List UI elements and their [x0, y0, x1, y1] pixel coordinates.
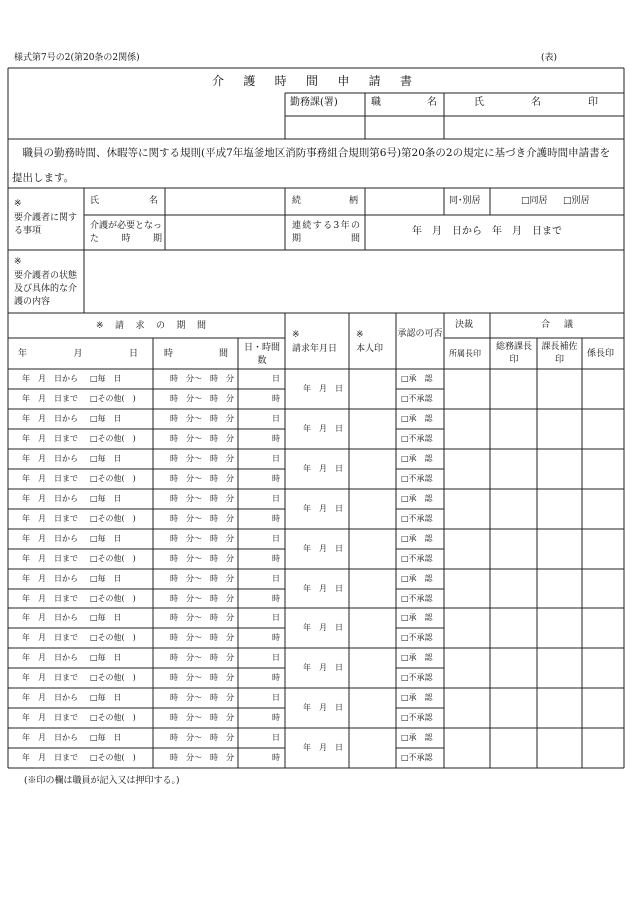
detail-field[interactable] [86, 252, 622, 311]
row-time-range[interactable]: 時 分～ 時 分 [170, 553, 234, 563]
row-time-range[interactable]: 時 分～ 時 分 [170, 533, 234, 543]
row-hours-unit: 時 [272, 433, 280, 443]
row-approve-checkbox[interactable]: □承 認 [401, 653, 433, 663]
row-days-unit: 日 [272, 453, 280, 463]
row-request-date[interactable]: 年 月 日 [303, 703, 343, 713]
row-request-date[interactable]: 年 月 日 [303, 423, 343, 433]
name-field[interactable] [446, 117, 622, 138]
period-label: 連続する3年の期間 [292, 221, 360, 244]
row-from-date[interactable]: 年 月 日から [22, 453, 78, 463]
row-approve-checkbox[interactable]: □承 認 [401, 453, 433, 463]
row-to-date[interactable]: 年 月 日まで [22, 394, 78, 403]
row-approve-checkbox[interactable]: □承 認 [401, 733, 433, 743]
row-from-date[interactable]: 年 月 日から [22, 613, 78, 623]
living-same-checkbox[interactable]: □同居 [521, 196, 548, 206]
row-hours-unit: 時 [272, 673, 280, 683]
col-decision-header: 決裁 [455, 320, 474, 330]
row-other-checkbox[interactable]: □その他( ) [90, 753, 136, 763]
row-from-date[interactable]: 年 月 日から [22, 413, 78, 423]
row-every-day-checkbox[interactable]: □毎 日 [90, 374, 122, 383]
col-consult-1: 総務課長印 [495, 342, 532, 365]
row-reject-checkbox[interactable]: □不承認 [401, 713, 433, 723]
row-other-checkbox[interactable]: □その他( ) [90, 713, 136, 723]
detail-mark: ※ [14, 257, 22, 267]
row-from-date[interactable]: 年 月 日から [22, 374, 78, 383]
row-days-unit: 日 [272, 533, 280, 543]
col-consult-header: 合 議 [541, 320, 573, 330]
col-time-header: 時 間 [164, 349, 228, 359]
position-label: 職 名 [371, 97, 437, 108]
row-other-checkbox[interactable]: □その他( ) [90, 473, 136, 483]
row-request-date[interactable]: 年 月 日 [303, 663, 343, 673]
row-reject-checkbox[interactable]: □不承認 [401, 673, 433, 683]
row-other-checkbox[interactable]: □その他( ) [90, 394, 136, 403]
row-hours-unit: 時 [272, 473, 280, 483]
row-other-checkbox[interactable]: □その他( ) [90, 673, 136, 683]
col-days-hours-header: 日・時間数 [243, 343, 280, 366]
row-time-range[interactable]: 時 分～ 時 分 [170, 473, 234, 483]
living-separate-checkbox[interactable]: □別居 [563, 196, 590, 206]
col-date-header: 年 月 日 [18, 349, 138, 359]
row-approve-checkbox[interactable]: □承 認 [401, 693, 433, 703]
row-to-date[interactable]: 年 月 日まで [22, 753, 78, 763]
row-time-range[interactable]: 時 分～ 時 分 [170, 693, 234, 703]
row-other-checkbox[interactable]: □その他( ) [90, 433, 136, 443]
row-reject-checkbox[interactable]: □不承認 [401, 593, 433, 603]
row-time-range[interactable]: 時 分～ 時 分 [170, 433, 234, 443]
row-time-range[interactable]: 時 分～ 時 分 [170, 733, 234, 743]
row-approve-checkbox[interactable]: □承 認 [401, 573, 433, 583]
row-time-range[interactable]: 時 分～ 時 分 [170, 613, 234, 623]
row-request-date[interactable]: 年 月 日 [303, 583, 343, 593]
row-days-unit: 日 [272, 733, 280, 743]
row-time-range[interactable]: 時 分～ 時 分 [170, 493, 234, 503]
row-to-date[interactable]: 年 月 日まで [22, 673, 78, 683]
row-time-range[interactable]: 時 分～ 時 分 [170, 374, 234, 383]
row-time-range[interactable]: 時 分～ 時 分 [170, 413, 234, 423]
row-hours-unit: 時 [272, 593, 280, 603]
row-from-date[interactable]: 年 月 日から [22, 573, 78, 583]
row-every-day-checkbox[interactable]: □毎 日 [90, 413, 122, 423]
row-to-date[interactable]: 年 月 日まで [22, 713, 78, 723]
relation-field[interactable] [367, 190, 442, 213]
dept-field[interactable] [287, 117, 363, 138]
row-reject-checkbox[interactable]: □不承認 [401, 553, 433, 563]
row-to-date[interactable]: 年 月 日まで [22, 433, 78, 443]
row-time-range[interactable]: 時 分～ 時 分 [170, 653, 234, 663]
row-from-date[interactable]: 年 月 日から [22, 693, 78, 703]
row-request-date[interactable]: 年 月 日 [303, 623, 343, 633]
row-request-date[interactable]: 年 月 日 [303, 543, 343, 553]
row-every-day-checkbox[interactable]: □毎 日 [90, 693, 122, 703]
row-reject-checkbox[interactable]: □不承認 [401, 513, 433, 523]
row-other-checkbox[interactable]: □その他( ) [90, 633, 136, 643]
living-label: 同･別居 [449, 196, 481, 206]
care-start-field[interactable] [167, 217, 283, 248]
row-other-checkbox[interactable]: □その他( ) [90, 593, 136, 603]
row-days-unit: 日 [272, 693, 280, 703]
col-consult-2: 課長補佐印 [541, 342, 578, 365]
care-name-label: 氏 名 [90, 196, 158, 206]
care-start-label: 介護が必要となった時期 [90, 221, 163, 244]
row-to-date[interactable]: 年 月 日まで [22, 473, 78, 483]
row-time-range[interactable]: 時 分～ 時 分 [170, 573, 234, 583]
row-days-unit: 日 [272, 573, 280, 583]
row-time-range[interactable]: 時 分～ 時 分 [170, 673, 234, 683]
row-every-day-checkbox[interactable]: □毎 日 [90, 533, 122, 543]
detail-label: 要介護者の状態及び具体的な介護の内容 [14, 271, 78, 307]
col-approval-header: 承認の可否 [397, 329, 443, 339]
row-request-date[interactable]: 年 月 日 [303, 743, 343, 753]
care-name-field[interactable] [167, 190, 283, 213]
row-days-unit: 日 [272, 413, 280, 423]
row-request-date[interactable]: 年 月 日 [303, 503, 343, 513]
row-days-unit: 日 [272, 374, 280, 383]
form-title: 介 護 時 間 申 請 書 [212, 74, 412, 88]
request-period-header: ※ 請 求 の 期 間 [96, 321, 206, 331]
seal-mark: ※ [356, 330, 364, 340]
row-every-day-checkbox[interactable]: □毎 日 [90, 733, 122, 743]
row-to-date[interactable]: 年 月 日まで [22, 513, 78, 523]
col-decision-sub: 所属長印 [449, 349, 481, 358]
row-hours-unit: 時 [272, 713, 280, 723]
row-to-date[interactable]: 年 月 日まで [22, 633, 78, 643]
row-hours-unit: 時 [272, 553, 280, 563]
care-section-mark: ※ [14, 199, 22, 209]
row-hours-unit: 時 [272, 513, 280, 523]
row-to-date[interactable]: 年 月 日まで [22, 553, 78, 563]
request-date-mark: ※ [292, 330, 300, 340]
row-days-unit: 日 [272, 493, 280, 503]
row-hours-unit: 時 [272, 394, 280, 403]
row-time-range[interactable]: 時 分～ 時 分 [170, 513, 234, 523]
col-seal-header: 本人印 [356, 344, 384, 354]
relation-label: 続 柄 [292, 196, 358, 206]
position-field[interactable] [367, 117, 442, 138]
row-from-date[interactable]: 年 月 日から [22, 493, 78, 503]
footer-note: (※印の欄は職員が記入又は押印する。) [24, 776, 180, 786]
row-time-range[interactable]: 時 分～ 時 分 [170, 453, 234, 463]
row-time-range[interactable]: 時 分～ 時 分 [170, 713, 234, 723]
row-time-range[interactable]: 時 分～ 時 分 [170, 753, 234, 763]
row-approve-checkbox[interactable]: □承 認 [401, 374, 433, 383]
row-every-day-checkbox[interactable]: □毎 日 [90, 493, 122, 503]
statement-text: 職員の勤務時間、休暇等に関する規則(平成7年塩釜地区消防事務組合規則第6号)第20条の2の規定に基づき介護時間申請書を提出します。 [12, 147, 611, 184]
row-reject-checkbox[interactable]: □不承認 [401, 433, 433, 443]
care-section-label: 要介護者に関する事項 [14, 213, 78, 236]
row-every-day-checkbox[interactable]: □毎 日 [90, 653, 122, 663]
row-reject-checkbox[interactable]: □不承認 [401, 473, 433, 483]
row-reject-checkbox[interactable]: □不承認 [401, 633, 433, 643]
row-reject-checkbox[interactable]: □不承認 [401, 753, 433, 763]
row-time-range[interactable]: 時 分～ 時 分 [170, 593, 234, 603]
row-request-date[interactable]: 年 月 日 [303, 463, 343, 473]
row-approve-checkbox[interactable]: □承 認 [401, 533, 433, 543]
row-days-unit: 日 [272, 653, 280, 663]
row-every-day-checkbox[interactable]: □毎 日 [90, 613, 122, 623]
row-request-date[interactable]: 年 月 日 [303, 384, 343, 393]
row-to-date[interactable]: 年 月 日まで [22, 593, 78, 603]
row-approve-checkbox[interactable]: □承 認 [401, 493, 433, 503]
row-every-day-checkbox[interactable]: □毎 日 [90, 453, 122, 463]
period-value[interactable]: 年 月 日から 年 月 日まで [412, 226, 562, 237]
row-approve-checkbox[interactable]: □承 認 [401, 413, 433, 423]
col-consult-3: 係長印 [587, 349, 615, 359]
form-side-label: (表) [541, 53, 558, 63]
row-time-range[interactable]: 時 分～ 時 分 [170, 633, 234, 643]
row-time-range[interactable]: 時 分～ 時 分 [170, 394, 234, 403]
dept-label: 勤務課(署) [290, 97, 338, 108]
row-days-unit: 日 [272, 613, 280, 623]
row-hours-unit: 時 [272, 753, 280, 763]
row-from-date[interactable]: 年 月 日から [22, 733, 78, 743]
row-from-date[interactable]: 年 月 日から [22, 533, 78, 543]
row-from-date[interactable]: 年 月 日から [22, 653, 78, 663]
form-number: 様式第7号の2(第20条の2関係) [14, 53, 140, 63]
row-every-day-checkbox[interactable]: □毎 日 [90, 573, 122, 583]
name-seal-label: 氏 名 印 [474, 97, 598, 108]
row-approve-checkbox[interactable]: □承 認 [401, 613, 433, 623]
row-other-checkbox[interactable]: □その他( ) [90, 553, 136, 563]
col-request-date-header: 請求年月日 [292, 344, 338, 354]
row-reject-checkbox[interactable]: □不承認 [401, 394, 433, 403]
row-hours-unit: 時 [272, 633, 280, 643]
row-other-checkbox[interactable]: □その他( ) [90, 513, 136, 523]
